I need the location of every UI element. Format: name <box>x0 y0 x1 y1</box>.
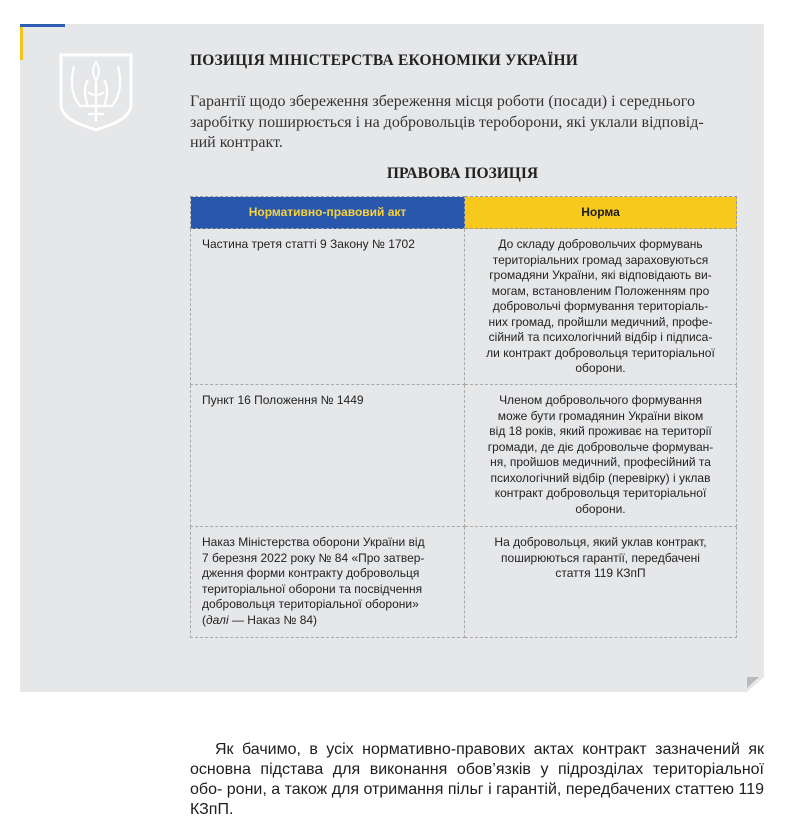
norm-line: На добровольця, який уклав контракт, <box>494 535 707 549</box>
norm-line: добровольчі формування територіаль- <box>492 299 709 313</box>
table-row <box>191 527 737 638</box>
act-line: територіальної оборони та посвідчення <box>202 581 423 596</box>
norm-line: До складу добровольчих формувань <box>498 237 703 251</box>
lead-line: заробітку поширюється і на добровольців тероборони, які уклали відповід- <box>190 113 704 131</box>
norm-cell <box>465 229 737 385</box>
trident-emblem-icon <box>58 52 134 132</box>
norm-line: від 18 років, який проживає на території <box>489 424 712 438</box>
act-line: добровольця територіальної оборони» <box>202 597 419 611</box>
norm-line: психологічний відбір (перевірку) і уклав <box>490 470 711 485</box>
legal-position-table <box>190 196 737 638</box>
act-line: Частина третя статті 9 Закону № 1702 <box>202 237 415 251</box>
accent-bar-yellow <box>20 27 23 60</box>
act-cell <box>191 385 465 527</box>
norm-line: громади, де діє добровольче формуван- <box>487 439 714 454</box>
conclusion-line: Як бачимо, в усіх нормативно-правових актах контракт зазначений як <box>215 741 764 758</box>
act-line: (далі — Наказ № 84) <box>202 612 318 627</box>
conclusion-line: рони, а також для отримання пільг і гарантій, передбачених статтею 119 КЗпП. <box>190 781 764 818</box>
lead-line: Гарантії щодо збереження збереження місця роботи (посади) і середнього <box>190 93 695 110</box>
norm-line: сійний та психологічний відбір і підписа- <box>488 330 713 344</box>
act-line: Наказ Міністерства оборони України від <box>202 535 425 549</box>
norm-line: оборони. <box>575 361 626 375</box>
table-header-row <box>191 197 737 229</box>
act-note-italic: далі <box>206 612 229 627</box>
act-cell <box>191 229 465 385</box>
conclusion-line: основна підстава для виконання обов’язків у підрозділах територіальної обо- <box>190 761 764 798</box>
table-row <box>191 229 737 385</box>
norm-line: поширюються гарантії, передбачені <box>501 550 700 565</box>
act-cell <box>191 527 465 638</box>
act-line: Пункт 16 Положення № 1449 <box>202 393 364 407</box>
norm-line: оборони. <box>575 501 626 516</box>
norm-line: них громад, пройшли медичний, профе- <box>488 314 713 329</box>
norm-line: територіальних громад зараховуються <box>492 252 709 267</box>
norm-line: могам, встановленим Положенням про <box>491 283 710 298</box>
norm-line: ли контракт добровольця територіальної <box>486 345 715 360</box>
norm-line: контракт добровольця територіальної <box>494 486 707 500</box>
page-curl <box>747 677 764 692</box>
conclusion-paragraph <box>190 740 764 820</box>
norm-cell <box>465 385 737 527</box>
norm-line: може бути громадянин України віком <box>497 408 704 423</box>
box-title: ПОЗИЦІЯ МІНІСТЕРСТВА ЕКОНОМІКИ УКРАЇНИ <box>190 52 578 69</box>
lead-line: ний контракт. <box>190 134 283 151</box>
norm-cell <box>465 527 737 638</box>
norm-line: громадяни України, які відповідають ви- <box>489 268 712 282</box>
norm-line: стаття 119 КЗпП <box>555 566 646 580</box>
accent-bar-blue <box>20 24 65 27</box>
column-header-act: Нормативно-правовий акт <box>191 197 465 229</box>
norm-line: ня, пройшов медичний, професійний та <box>490 455 711 469</box>
lead-text <box>190 92 735 154</box>
column-header-norm: Норма <box>465 197 737 229</box>
act-line: дження форми контракту добровольця <box>202 566 420 580</box>
table-subtitle: ПРАВОВА ПОЗИЦІЯ <box>386 165 539 182</box>
norm-line: Членом добровольчого формування <box>499 393 702 407</box>
act-line: 7 березня 2022 року № 84 «Про затвер- <box>202 550 425 565</box>
table-row <box>191 385 737 527</box>
act-note-rest: — Наказ № 84) <box>228 612 318 627</box>
